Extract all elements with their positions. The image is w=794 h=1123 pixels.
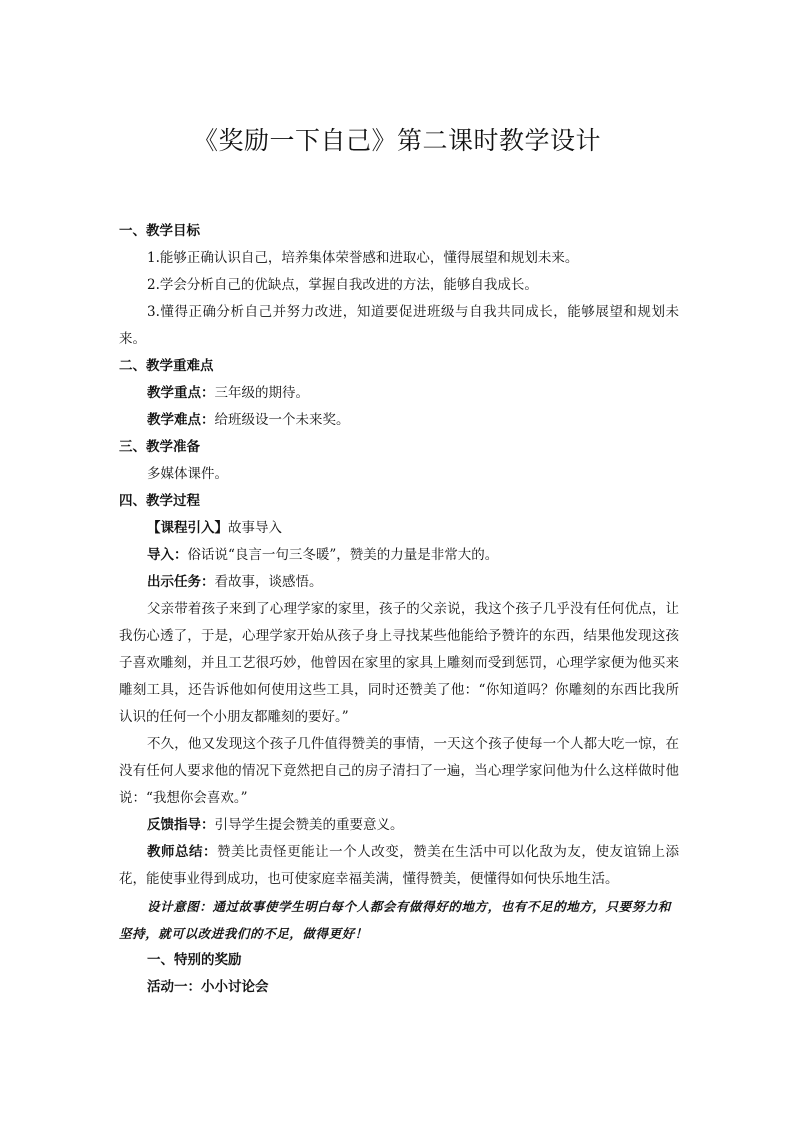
intro-text: 故事导入 (228, 520, 282, 536)
section-heading-goals: 一、教学目标 (119, 223, 200, 239)
section-heading-key-points: 二、教学重难点 (119, 358, 214, 374)
intro-label: 【课程引入】 (147, 520, 228, 536)
feedback-line (119, 812, 679, 839)
goal-item-2: 2.学会分析自己的优缺点，掌握自我改进的方法，能够自我成长。 (147, 277, 538, 293)
section-heading-process: 四、教学过程 (119, 493, 200, 509)
key-point-line (119, 380, 679, 407)
preparation-text: 多媒体课件。 (147, 466, 228, 482)
activity-heading: 活动一：小小讨论会 (147, 979, 269, 995)
lead-text: 俗话说“良言一句三冬暖”，赞美的力量是非常大的。 (187, 547, 499, 563)
section-heading-preparation: 三、教学准备 (119, 439, 200, 455)
summary-paragraph (119, 839, 679, 893)
key-point-text: 三年级的期待。 (214, 385, 309, 401)
task-label: 出示任务： (147, 574, 215, 590)
story-paragraph-1: 父亲带着孩子来到了心理学家的家里，孩子的父亲说，我这个孩子几乎没有任何优点，让我伤心透了，于是，心理学家开始从孩子身上寻找某些他能给予赞许的东西，结果他发现这孩子喜欢雕刻，并且工艺很巧妙，他曾因在家里的家具上雕刻而受到惩罚，心理学家便为他买来雕刻工具，还告诉他如何使用这些工具，同时还赞美了他：“你知道吗？你雕刻的东西比我所认识的任何一个小朋友都雕刻的要好。” (119, 601, 679, 725)
feedback-label: 反馈指导： (147, 817, 215, 833)
task-line (119, 569, 679, 596)
lead-label: 导入： (147, 547, 188, 563)
intro-line (119, 515, 679, 542)
difficulty-text: 给班级设一个未来奖。 (214, 412, 350, 428)
design-intent: 设计意图：通过故事使学生明白每个人都会有做得好的地方，也有不足的地方，只要努力和坚持，就可以改进我们的不足，做得更好！ (119, 899, 672, 941)
key-point-label: 教学重点： (147, 385, 215, 401)
lead-line (119, 542, 679, 569)
summary-label: 教师总结： (147, 844, 218, 860)
document-title: 《奖励一下自己》第二课时教学设计 (192, 126, 601, 155)
task-text: 看故事，谈感悟。 (214, 574, 323, 590)
story-paragraph-2: 不久，他又发现这个孩子几件值得赞美的事情，一天这个孩子使每一个人都大吃一惊，在没有任何人要求他的情况下竟然把自己的房子清扫了一遍，当心理学家问他为什么这样做时他说：“我想你会喜欢。” (119, 736, 679, 806)
document-body (119, 218, 679, 1001)
difficulty-line (119, 407, 679, 434)
goal-item-1: 1.能够正确认识自己，培养集体荣誉感和进取心，懂得展望和规划未来。 (147, 250, 579, 266)
difficulty-label: 教学难点： (147, 412, 215, 428)
summary-text: 赞美比责怪更能让一个人改变，赞美在生活中可以化敌为友，使友谊锦上添花，能使事业得到成功，也可使家庭幸福美满，懂得赞美，便懂得如何快乐地生活。 (119, 844, 680, 887)
goal-item-3: 3.懂得正确分析自己并努力改进，知道要促进班级与自我共同成长，能够展望和规划未来。 (119, 304, 679, 347)
subsection-heading-special-reward: 一、特别的奖励 (147, 952, 242, 968)
feedback-text: 引导学生提会赞美的重要意义。 (214, 817, 404, 833)
